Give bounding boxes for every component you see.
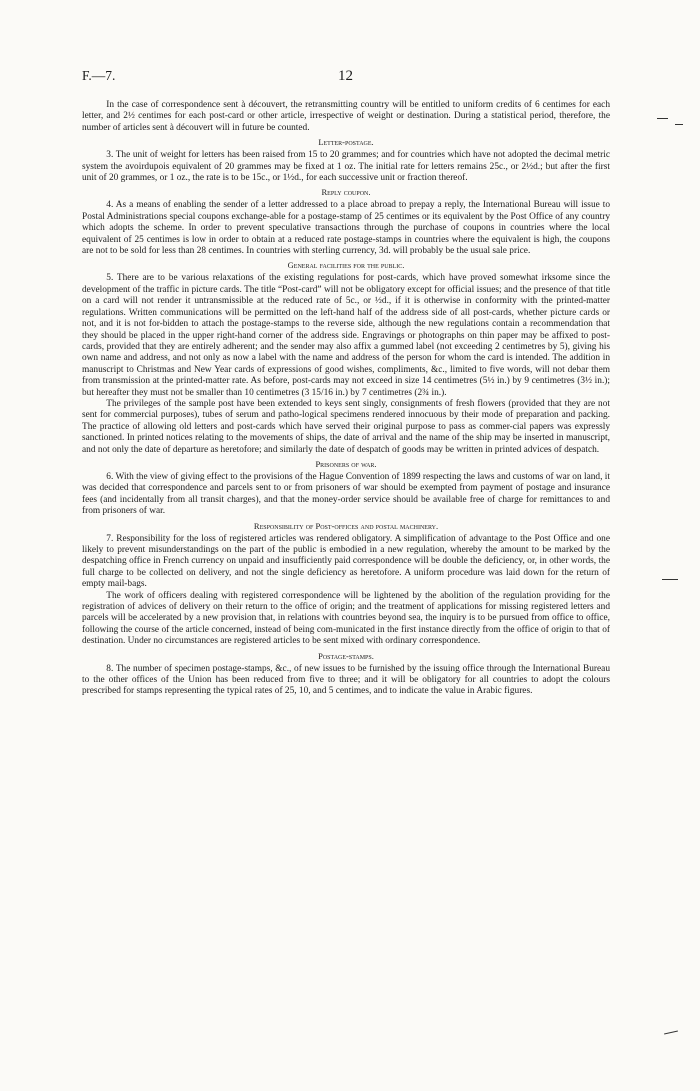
margin-mark bbox=[664, 1031, 678, 1035]
paragraph: 5. There are to be various relaxations of the existing regulations for post-cards, which have proved somewhat irksome since the development of the traffic in picture cards. The title “Post-card” will not be obligatory except for official issues; and the presence of that title on a card will not render it untransmissible at the reduced rate of 5c., or ½d., if it is otherwise in conformity with the printed-matter regulations. Written communications will be permitted on the left-hand half of the address side of all post-cards, whether picture cards or not, and it is not for-bidden to attach the postage-stamps to the reverse side, although the new regulations contain a recommendation that they should be placed in the upper right-hand corner of the address side. Engravings or photographs on thin paper may be affixed to post-cards, provided that they are entirely adherent; and the sender may also affix a gummed label (not exceeding 2 centimetres by 5), giving his own name and address, and not only as now a label with the name and address of the person for whom the card is intended. The addition in manuscript to Christmas and New Year cards of expressions of good wishes, compliments, &c., limited to five words, will not debar them from transmission at the printed-matter rate. As before, post-cards may not exceed in size 14 centimetres (5½ in.) by 9 centimetres (3½ in.); but hereafter they must not be smaller than 10 centimetres (3 15/16 in.) by 7 centimetres (2¾ in.). bbox=[82, 273, 610, 398]
page-number: 12 bbox=[338, 68, 353, 84]
document-page bbox=[82, 68, 610, 698]
paragraph: In the case of correspondence sent à découvert, the retransmitting country will be entitled to uniform credits of 6 centimes for each letter, and 2½ centimes for each post-card or other article, irrespective of weight or destination. During a statistical period, therefore, the number of articles sent à découvert will in future be counted. bbox=[82, 100, 610, 133]
section-heading: Reply coupon. bbox=[321, 187, 371, 198]
section-heading: Responsibility of Post-offices and postal machinery. bbox=[253, 520, 439, 531]
paragraph: 7. Responsibility for the loss of registered articles was rendered obligatory. A simplification of advantage to the Post Office and one likely to prevent misunderstandings on the part of the public is embodied in a new regulation, whereby the amount to be marked by the despatching office in French currency on unpaid and insufficiently paid correspondence will be double the deficiency, or, in other words, the full charge to be collected on delivery, and not the single deficiency as heretofore. A uniform procedure was laid down for the return of empty mail-bags. bbox=[82, 533, 610, 590]
paragraph: 4. As a means of enabling the sender of a letter addressed to a place abroad to prepay a reply, the International Bureau will issue to Postal Administrations special coupons exchange-able for a postage-stamp of 25 centimes or its equivalent by the Post Office of any country which adopts the scheme. In order to prevent speculative transactions through the purchase of coupons in countries where the local equivalent of 25 centimes is low in order to obtain at a reduced rate postage-stamps in countries where the equivalent is high, the coupons are not to be sold for less than 28 centimes. In countries with sterling currency, 3d. will probably be the usual sale price. bbox=[82, 200, 610, 257]
paragraph: 6. With the view of giving effect to the provisions of the Hague Convention of 1899 respecting the laws and customs of war on land, it was decided that correspondence and parcels sent to or from prisoners of war should be exempted from payment of postage and insurance fees (and incidentally from all transit charges), and that the money-order service should be available free of charge for remittances to and from prisoners of war. bbox=[82, 471, 610, 517]
margin-mark bbox=[662, 579, 678, 580]
document-body bbox=[82, 100, 610, 698]
margin-mark bbox=[657, 118, 668, 119]
paragraph: 8. The number of specimen postage-stamps, &c., of new issues to be furnished by the issuing office through the International Bureau to the other offices of the Union has been reduced from five to three; and it will be obligatory for all countries to adopt the colours prescribed for stamps representing the typical rates of 25, 10, and 5 centimes, and to indicate the value in Arabic figures. bbox=[82, 663, 610, 697]
paragraph: The work of officers dealing with registered correspondence will be lightened by the abolition of the regulation providing for the registration of advices of delivery on their return to the office of origin; and the treatment of applications for missing registered letters and parcels will be accelerated by a new provision that, in relations with countries beyond sea, the inquiry is to be pursued from office to office, following the course of the article concerned, instead of being com-municated in the first instance directly from the office of origin to that of destination. Under no circumstances are registered articles to be sent mixed with ordinary correspondence. bbox=[82, 590, 610, 647]
section-heading: Letter-postage. bbox=[318, 137, 374, 148]
section-heading: General facilities for the public. bbox=[287, 260, 405, 271]
page-header bbox=[82, 68, 610, 90]
paragraph: The privileges of the sample post have been extended to keys sent singly, consignments of fresh flowers (provided that they are not sent for commercial purposes), tubes of serum and patho-logical specimens rendered innocuous by their mode of preparation and packing. The practice of allowing old letters and post-cards which have served their original purpose to pass as commer-cial papers was expressly sanctioned. In printed notices relating to the movements of ships, the date of arrival and the name of the ship may be inserted in manuscript, and not only the date of departure as heretofore; and similarly the date of despatch of goods may be written in printed advices of despatch. bbox=[82, 398, 610, 455]
margin-mark bbox=[675, 124, 683, 125]
document-reference: F.—7. bbox=[82, 68, 116, 83]
section-heading: Prisoners of war. bbox=[315, 458, 377, 469]
section-heading: Postage-stamps. bbox=[318, 650, 374, 661]
paragraph: 3. The unit of weight for letters has been raised from 15 to 20 grammes; and for countries which have not adopted the decimal metric system the avoirdupois equivalent of 20 grammes may be fixed at 1 oz. The initial rate for letters remains 25c., or 2½d.; but after the first unit of 20 grammes, or 1 oz., the rate is to be 15c., or 1½d., for each successive unit or fraction thereof. bbox=[82, 150, 610, 184]
